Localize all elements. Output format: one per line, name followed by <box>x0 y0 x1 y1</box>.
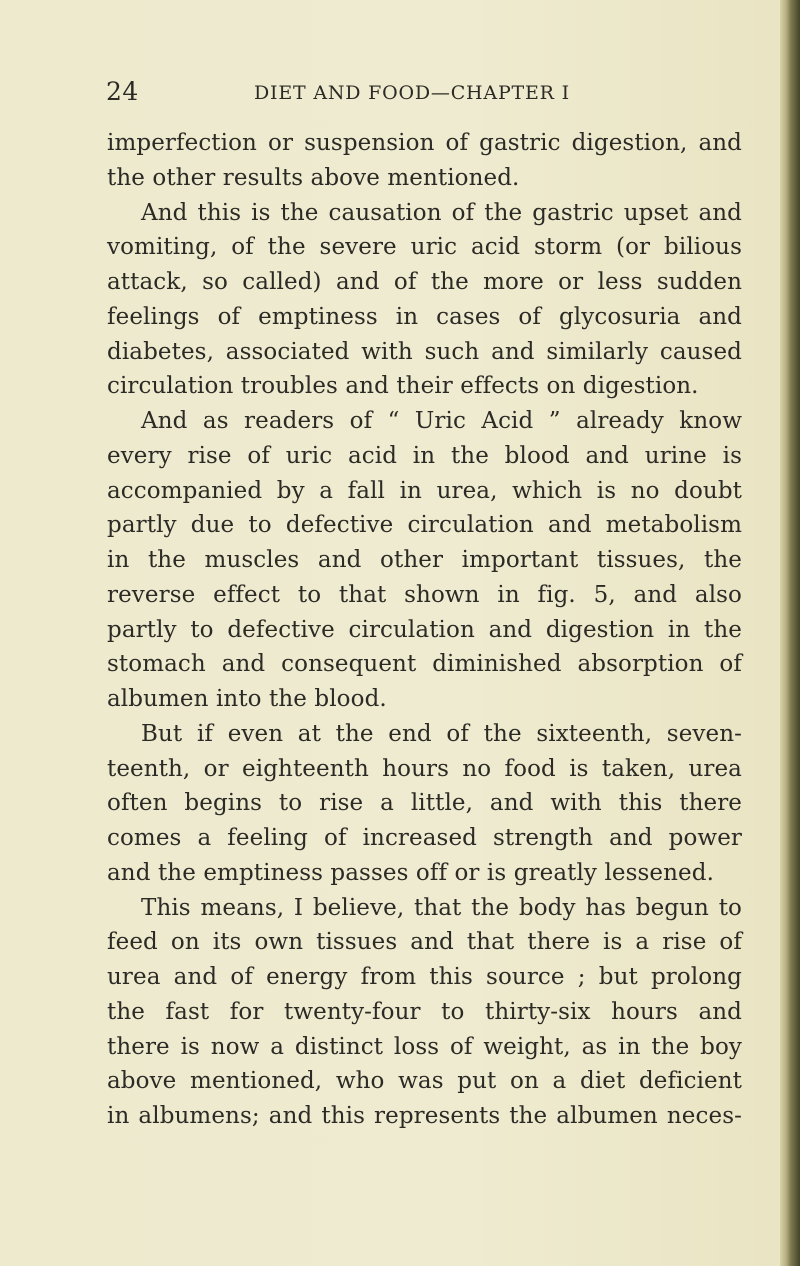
text-line: But if even at the end of the sixteenth, seven- <box>141 720 742 747</box>
text-line: accompanied by a fall in urea, which is no doubt <box>107 477 742 504</box>
text-line: And this is the causation of the gastric upset and <box>141 199 742 226</box>
text-line: the fast for twenty-four to thirty-six hours and <box>107 998 742 1025</box>
text-line: the other results above mentioned. <box>107 164 520 191</box>
text-line: imperfection or suspension of gastric digestion, and <box>107 130 742 156</box>
text-line: in albumens; and this represents the albumen neces- <box>107 1103 742 1129</box>
text-line: urea and of energy from this source ; but prolong <box>107 964 742 990</box>
text-line: in the muscles and other important tissues, the <box>107 547 742 573</box>
text-line: albumen into the blood. <box>107 686 387 712</box>
text-line: And as readers of “ Uric Acid ” already know <box>141 408 742 434</box>
text-line: attack, so called) and of the more or less sudden <box>107 269 742 295</box>
text-line: diabetes, associated with such and similarly caused <box>107 338 742 365</box>
text-line: every rise of uric acid in the blood and urine is <box>107 442 742 469</box>
text-line: often begins to rise a little, and with this there <box>107 790 742 817</box>
text-line: stomach and consequent diminished absorption of <box>107 651 742 678</box>
text-line: circulation troubles and their effects on digestion. <box>107 373 699 400</box>
page-number: 24 <box>106 77 139 106</box>
text-line: This means, I believe, that the body has begun to <box>141 894 742 921</box>
text-line: above mentioned, who was put on a diet deficient <box>107 1068 742 1095</box>
body-text <box>107 126 742 1134</box>
text-line: and the emptiness passes off or is greatly lessened. <box>107 859 714 886</box>
text-line: there is now a distinct loss of weight, as in the boy <box>107 1033 742 1060</box>
running-head <box>106 76 746 108</box>
text-line: teenth, or eighteenth hours no food is taken, urea <box>107 755 742 782</box>
text-line: reverse effect to that shown in fig. 5, and also <box>107 581 742 608</box>
text-line: vomiting, of the severe uric acid storm (or bilious <box>107 234 742 261</box>
page-edge <box>780 0 800 1266</box>
running-title: DIET AND FOOD—CHAPTER I <box>254 82 570 104</box>
text-line: feed on its own tissues and that there is a rise of <box>107 929 742 956</box>
text-line: partly due to defective circulation and metabolism <box>107 512 742 539</box>
text-line: feelings of emptiness in cases of glycosuria and <box>107 303 742 330</box>
text-line: comes a feeling of increased strength and power <box>107 825 742 851</box>
text-line: partly to defective circulation and digestion in the <box>107 616 742 643</box>
